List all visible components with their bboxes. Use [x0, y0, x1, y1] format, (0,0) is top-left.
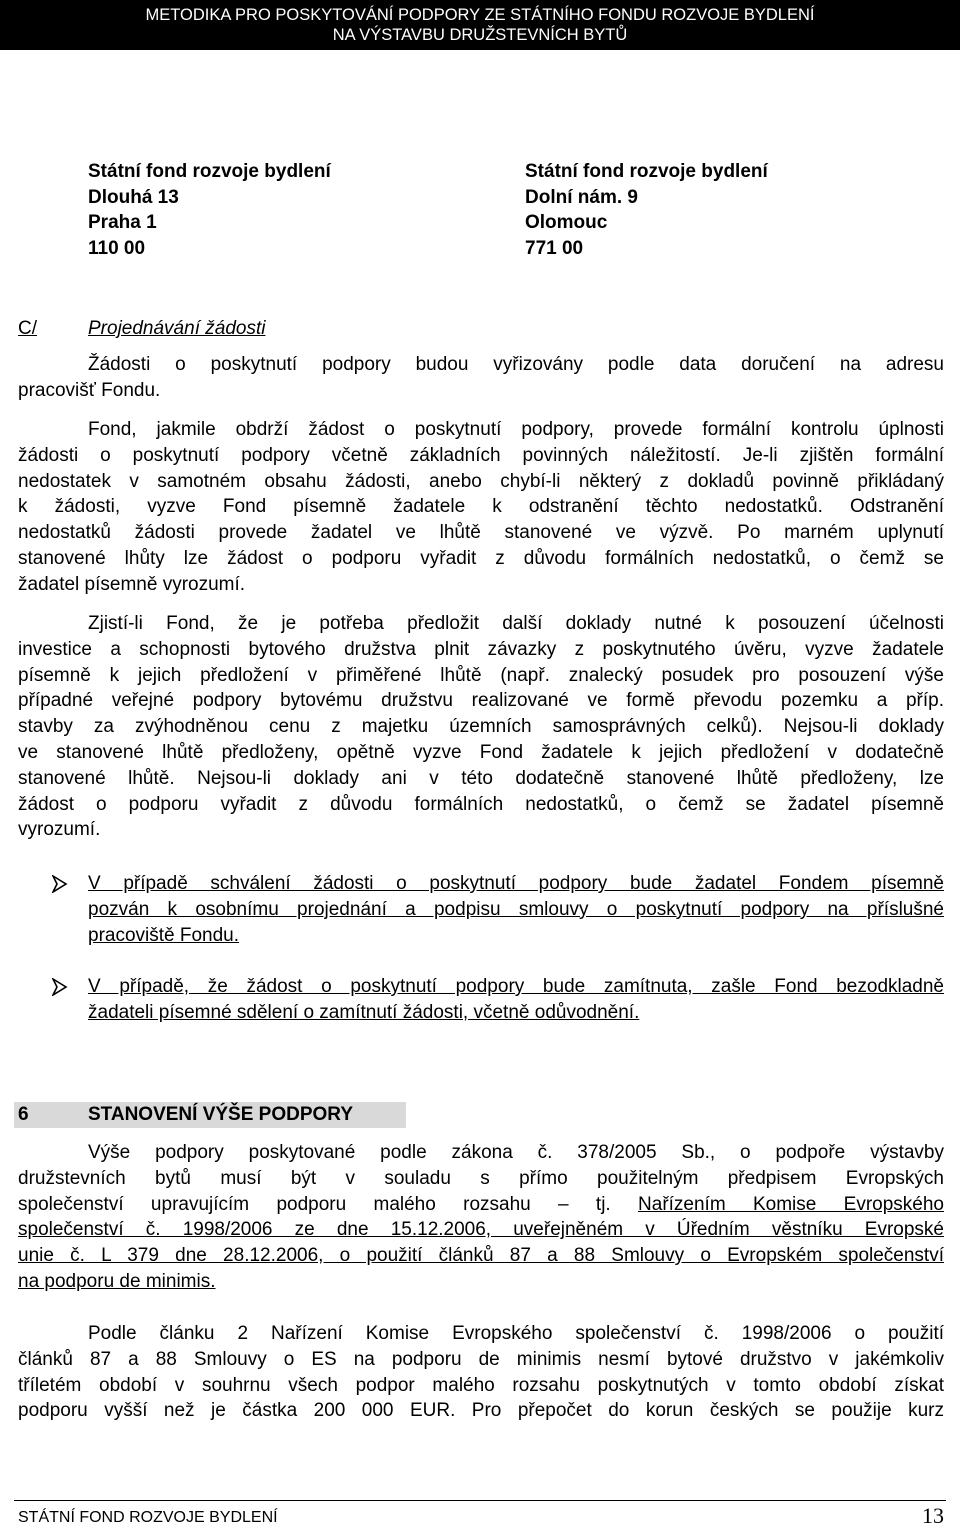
address-line: 771 00 [525, 237, 584, 259]
document-header [0, 0, 960, 50]
footer-organization: STÁTNÍ FOND ROZVOJE BYDLENÍ [18, 1509, 278, 1526]
text-line: žádost o podporu vyřadit z důvodu formálních nedostatků, o čemž se žadatel písemně [18, 793, 944, 815]
text-line: stavby za zvýhodněnou cenu z majetku územních samosprávných celků). Nejsou-li doklady [18, 716, 944, 738]
text-line: stanovené lhůty lze žádost o podporu vyřadit z důvodu formálních nedostatků, o čemž se [18, 547, 944, 569]
text-line: Podle článku 2 Nařízení Komise Evropského společenství č. 1998/2006 o použití [88, 1323, 944, 1344]
section-6-number: 6 [18, 1104, 29, 1125]
text-line: pozván k osobnímu projednání a podpisu smlouvy o poskytnutí podpory na příslušné [88, 898, 944, 920]
text-line [18, 1192, 944, 1218]
address-line: Dolní nám. 9 [525, 186, 638, 208]
text-line: podporu vyšší než je částka 200 000 EUR. Pro přepočet do korun českých se použije kurz [18, 1400, 944, 1422]
arrow-bullet-icon [52, 978, 68, 996]
bullet-approval [88, 871, 944, 948]
header-line-1: METODIKA PRO POSKYTOVÁNÍ PODPORY ZE STÁTNÍHO FONDU ROZVOJE BYDLENÍ [145, 6, 815, 24]
regulation-reference: na podporu de minimis. [18, 1270, 216, 1292]
text-line: k žádosti, vyzve Fond písemně žadatele k odstranění těchto nedostatků. Odstranění [18, 496, 944, 518]
paragraph-support-amount [18, 1140, 944, 1295]
text-line: nedostatků žádosti provede žadatel ve lhůtě stanovené ve výzvě. Po marném uplynutí [18, 522, 944, 544]
section-c-letter: C/ [18, 318, 37, 339]
text-line: článků 87 a 88 Smlouvy o ES na podporu de minimis nesmí bytové družstvo v jakémkoliv [18, 1348, 944, 1370]
address-line: Praha 1 [88, 212, 157, 234]
address-line: Dlouhá 13 [88, 186, 179, 208]
text-line: Výše podpory poskytované podle zákona č. 378/2005 Sb., o podpoře výstavby [88, 1142, 944, 1163]
text-line: žádosti o poskytnutí podpory včetně základních povinných náležitostí. Je-li zjištěn formální [18, 444, 944, 466]
address-line: Státní fond rozvoje bydlení [525, 161, 768, 182]
footer-divider [14, 1500, 946, 1501]
text-line: V případě schválení žádosti o poskytnutí podpory bude žadatel Fondem písemně [88, 873, 944, 894]
address-line: Olomouc [525, 212, 608, 234]
text-line: písemně k jejich předložení v přiměřené lhůtě (např. znalecký posudek pro posouzení výše [18, 664, 944, 686]
text-line: žadatel písemně vyrozumí. [18, 573, 246, 595]
text-line: žadateli písemné sdělení o zamítnutí žádosti, včetně odůvodnění. [88, 1001, 640, 1023]
text-line: Fond, jakmile obdrží žádost o poskytnutí podpory, provede formální kontrolu úplnosti [88, 419, 944, 440]
paragraph-de-minimis [18, 1321, 944, 1424]
header-line-2: NA VÝSTAVBU DRUŽSTEVNÍCH BYTŮ [332, 26, 628, 44]
text-line: Zjistí-li Fond, že je potřeba předložit další doklady nutné k posouzení účelnosti [88, 613, 944, 634]
text-line: tříletém období v souhrnu všech podpor malého rozsahu poskytnutých v tomto období získat [18, 1374, 944, 1396]
text-line: V případě, že žádost o poskytnutí podpory bude zamítnuta, zašle Fond bezodkladně [88, 976, 944, 997]
address-prague [88, 159, 331, 261]
address-olomouc [525, 159, 768, 261]
page-number: 13 [922, 1503, 944, 1528]
text-line: vyrozumí. [18, 819, 101, 841]
text-line: družstevních bytů musí být v souladu s přímo použitelným předpisem Evropských [18, 1167, 944, 1189]
text-line: pracovišť Fondu. [18, 379, 161, 401]
text-line: Žádosti o poskytnutí podpory budou vyřizovány podle data doručení na adresu [88, 354, 944, 375]
paragraph-additional-documents [18, 611, 944, 843]
section-6-title: STANOVENÍ VÝŠE PODPORY [88, 1104, 353, 1125]
address-line: Státní fond rozvoje bydlení [88, 161, 331, 182]
text-line: případné veřejné podpory bytovému družstvu realizované ve formě převodu pozemku a příp. [18, 690, 944, 712]
text-line: pracoviště Fondu. [88, 924, 240, 946]
regulation-reference: unie č. L 379 dne 28.12.2006, o použití článků 87 a 88 Smlouvy o Evropském společenství [18, 1245, 944, 1267]
arrow-bullet-icon [52, 875, 68, 893]
paragraph-formal-check [18, 417, 944, 598]
text-line: stanovené lhůtě. Nejsou-li doklady ani v této dodatečně stanovené lhůtě předloženy, lze [18, 767, 944, 789]
regulation-reference: Nařízením Komise Evropského [638, 1193, 944, 1215]
section-c-title: Projednávání žádosti [88, 318, 266, 339]
paragraph-delivery [18, 352, 944, 404]
bullet-rejection [88, 974, 944, 1026]
address-line: 110 00 [88, 237, 146, 259]
text-segment: společenství upravujícím podporu malého rozsahu – tj. [18, 1193, 639, 1215]
regulation-reference: společenství č. 1998/2006 ze dne 15.12.2006, uveřejněném v Úředním věstníku Evropské [18, 1219, 944, 1241]
text-line: investice a schopnosti bytového družstva plnit závazky z poskytnutého úvěru, vyzve žadatele [18, 638, 944, 660]
text-line: ve stanovené lhůtě předloženy, opětně vyzve Fond žadatele k jejich předložení v dodatečně [18, 741, 944, 763]
text-line: nedostatek v samotném obsahu žádosti, anebo chybí-li některý z dokladů povinně přikládaný [18, 470, 944, 492]
